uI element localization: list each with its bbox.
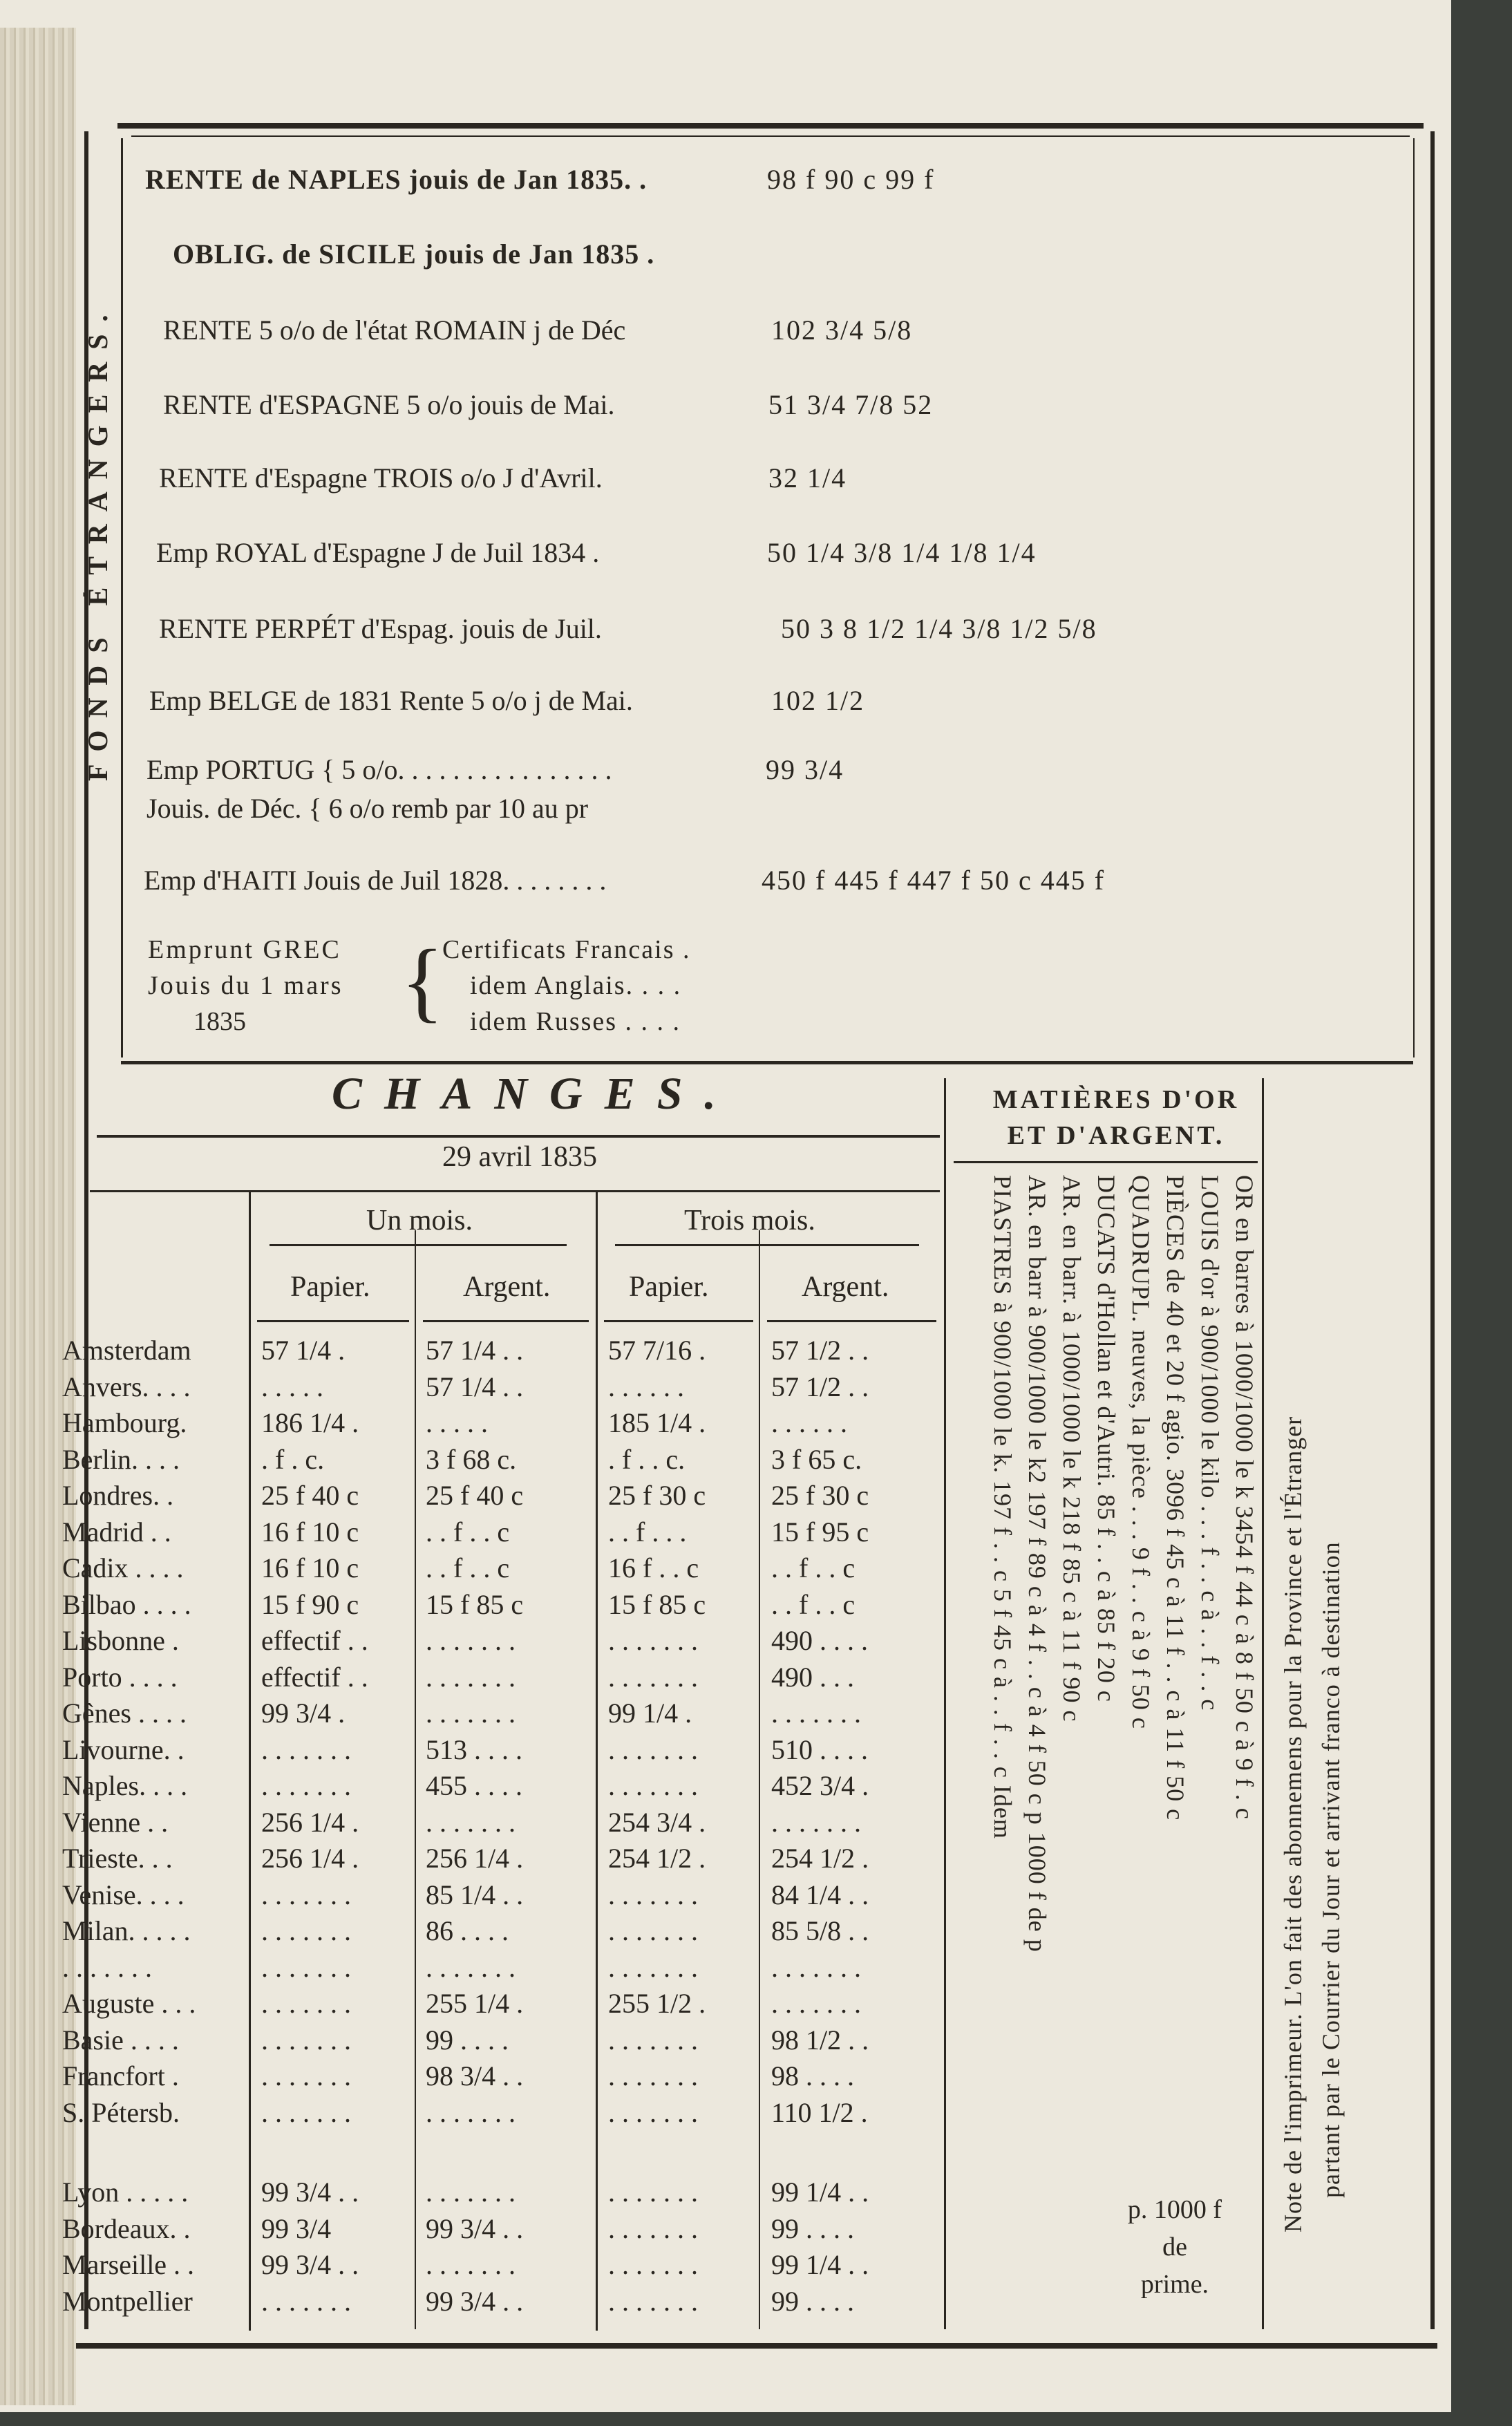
change-cell: 25 f 30 c (771, 1480, 869, 1511)
change-cell: . . . . . . . (608, 2096, 698, 2128)
change-cell: . . . . . . . (426, 1698, 516, 1729)
change-cell: . . . . . . . (608, 2060, 698, 2091)
date-rule (90, 1190, 940, 1192)
change-cell: . . . . . (261, 1371, 323, 1402)
fonds-name: Emp BELGE de 1831 Rente 5 o/o j de Mai. (149, 685, 633, 716)
change-cell: . . . . . . . (608, 1733, 698, 1765)
matieres-line: DUCATS d'Hollan et d'Autri. 85 f . . c à 85 f 20 c (1093, 1175, 1120, 1702)
matieres-line: LOUIS d'or à 900/1000 le kilo . . . f . . c à . . f . . c (1196, 1175, 1224, 1711)
change-city: Bordeaux. . (62, 2212, 191, 2244)
change-cell: . . f . . . (608, 1516, 687, 1548)
change-cell: 99 . . . . (771, 2212, 854, 2244)
change-cell: 84 1/4 . . (771, 1879, 869, 1910)
change-cell: 99 1/4 . . (771, 2176, 869, 2208)
change-city: Naples. . . . (62, 1770, 188, 1801)
right-rule-inner (1413, 138, 1415, 1057)
change-cell: . . . . . . . (426, 1806, 516, 1838)
change-city: Livourne. . (62, 1733, 185, 1765)
change-cell: 99 . . . . (426, 2024, 509, 2056)
grec-left2: Jouis du 1 mars (148, 971, 343, 1000)
prime-note (1099, 2191, 1251, 2303)
change-cell: 255 1/2 . (608, 1988, 706, 2019)
fonds-name: OBLIG. de SICILE jouis de Jan 1835 . (173, 238, 655, 270)
change-cell: . . . . . . (608, 1371, 684, 1402)
change-cell: 254 3/4 . (608, 1806, 706, 1838)
change-cell: 513 . . . . (426, 1733, 522, 1765)
trois-mois-header: Trois mois. (684, 1205, 815, 1236)
change-cell: 15 f 85 c (426, 1588, 524, 1620)
change-cell: 57 1/4 . . (426, 1371, 524, 1402)
change-cell: . . . . . . . (426, 2249, 516, 2280)
matieres-title-line2: ET D'ARGENT. (1007, 1121, 1225, 1150)
bottom-rule (76, 2343, 1437, 2349)
change-cell: . . . . . . . (608, 2176, 698, 2208)
matieres-title (974, 1082, 1258, 1154)
change-city: Anvers. . . . (62, 1371, 191, 1402)
change-cell: 452 3/4 . (771, 1770, 869, 1801)
change-cell: . . f . . c (771, 1552, 856, 1583)
change-cell: 186 1/4 . (261, 1407, 359, 1438)
change-cell: 85 5/8 . . (771, 1915, 869, 1946)
change-cell: . . . . . . . (426, 1951, 516, 1983)
change-cell: 185 1/4 . (608, 1407, 706, 1438)
change-cell: . . . . . (426, 1407, 488, 1438)
change-cell: . . . . . . . (771, 1806, 861, 1838)
argent-header-2: Argent. (802, 1271, 889, 1303)
change-cell: 99 3/4 . . (426, 2212, 524, 2244)
change-city: . . . . . . . (62, 1951, 152, 1983)
change-cell: 3 f 68 c. (426, 1443, 517, 1475)
change-cell: 15 f 95 c (771, 1516, 869, 1548)
grec-left3: 1835 (193, 1007, 246, 1036)
change-city: Porto . . . . (62, 1661, 178, 1693)
change-cell: 99 3/4 (261, 2212, 332, 2244)
changes-title: CHANGES. (332, 1069, 738, 1119)
trois-mois-rule (615, 1244, 919, 1246)
change-cell: . . . . . . . (261, 2060, 351, 2091)
change-cell: . . . . . . . (261, 1988, 351, 2019)
change-cell: . . . . . . . (771, 1698, 861, 1729)
change-cell: 490 . . . (771, 1661, 854, 1693)
fonds-name: RENTE de NAPLES jouis de Jan 1835. . (145, 164, 648, 195)
col-divider-2 (415, 1230, 416, 2329)
fonds-value: 50 1/4 3/8 1/4 1/8 1/4 (767, 537, 1037, 568)
change-cell: 57 1/4 . (261, 1335, 346, 1366)
changes-title-rule (97, 1135, 940, 1138)
change-cell: 254 1/2 . (608, 1843, 706, 1874)
change-cell: 455 . . . . (426, 1770, 522, 1801)
change-cell: 16 f 10 c (261, 1516, 359, 1548)
change-cell: 57 7/16 . (608, 1335, 706, 1366)
change-cell: . . . . . . . (608, 1625, 698, 1656)
change-city: Vienne . . (62, 1806, 169, 1838)
fonds-name: RENTE 5 o/o de l'état ROMAIN j de Déc (163, 314, 626, 346)
matieres-line: PIASTRES à 900/1000 le k. 197 f . . c 5 f 45 c à . . f . . c Idem (989, 1175, 1017, 1839)
change-cell: 490 . . . . (771, 1625, 868, 1656)
left-rule-inner (121, 138, 123, 1057)
matieres-line: OR en barres à 1000/1000 le k 3454 f 44 c à 8 f 50 c à 9 f . c (1231, 1175, 1258, 1820)
change-city: Venise. . . . (62, 1879, 185, 1910)
change-city: Montpellier (62, 2285, 193, 2317)
change-cell: . . . . . . . (261, 2285, 351, 2317)
grec-right1: Certificats Francais . (442, 935, 691, 964)
change-cell: . . . . . . . (426, 1661, 516, 1693)
change-cell: 99 1/4 . . (771, 2249, 869, 2280)
grec-right2: idem Anglais. . . . (470, 971, 682, 1000)
right-rule (1430, 131, 1435, 2329)
grec-brace: { (401, 932, 444, 1031)
change-cell: . f . c. (261, 1443, 325, 1475)
change-cell: . . . . . . . (261, 1951, 351, 1983)
change-city: Madrid . . (62, 1516, 171, 1548)
change-cell: effectif . . (261, 1661, 368, 1693)
header-bottom-rule-1 (257, 1320, 409, 1322)
argent-header-1: Argent. (463, 1271, 551, 1303)
header-bottom-rule-4 (767, 1320, 936, 1322)
change-cell: 25 f 40 c (426, 1480, 524, 1511)
change-cell: 16 f 10 c (261, 1552, 359, 1583)
change-cell: . . . . . . . (771, 1951, 861, 1983)
change-cell: . . . . . . . (426, 1625, 516, 1656)
change-cell: 99 3/4 . (261, 1698, 346, 1729)
change-cell: 15 f 90 c (261, 1588, 359, 1620)
change-city: Lyon . . . . . (62, 2176, 189, 2208)
change-cell: 25 f 30 c (608, 1480, 706, 1511)
fonds-name: Emp d'HAITI Jouis de Juil 1828. . . . . . . . (144, 865, 607, 896)
change-cell: . . . . . . . (261, 1733, 351, 1765)
matieres-divider (944, 1078, 946, 2329)
papier-header-2: Papier. (629, 1271, 709, 1303)
fonds-value: 450 f 445 f 447 f 50 c 445 f (762, 865, 1106, 896)
matieres-line: AR. en barr à 900/1000 le k2 197 f 89 c à 4 f . . c à 4 f 50 c p 1000 f de p (1023, 1175, 1051, 1953)
fonds-value: 50 3 8 1/2 1/4 3/8 1/2 5/8 (781, 613, 1097, 644)
prime-line1: p. 1000 f (1127, 2195, 1222, 2224)
un-mois-header: Un mois. (366, 1205, 473, 1236)
change-cell: . . f . . c (426, 1516, 510, 1548)
change-cell: . . . . . . . (261, 1770, 351, 1801)
fonds-value: 99 3/4 (766, 754, 844, 785)
grec-right3: idem Russes . . . . (470, 1007, 681, 1036)
matieres-line: QUADRUPL. neuves, la pièce . . . 9 f . . c à 9 f 50 c (1127, 1175, 1155, 1729)
side-note-line1: Note de l'imprimeur. L'on fait des abonnemens pour la Province et l'Étranger (1279, 1416, 1307, 2232)
col-divider-1 (249, 1190, 251, 2331)
change-cell: 510 . . . . (771, 1733, 868, 1765)
prime-line2: de (1162, 2232, 1187, 2262)
change-cell: . . . . . . . (261, 1879, 351, 1910)
change-cell: 99 . . . . (771, 2285, 854, 2317)
change-cell: 256 1/4 . (261, 1806, 359, 1838)
changes-date: 29 avril 1835 (442, 1141, 597, 1173)
change-cell: . . . . . . . (608, 1770, 698, 1801)
side-note-divider (1262, 1078, 1264, 2329)
change-cell: 25 f 40 c (261, 1480, 359, 1511)
fonds-value: 102 3/4 5/8 (771, 314, 913, 346)
change-cell: 99 3/4 . . (426, 2285, 524, 2317)
change-city: Gênes . . . . (62, 1698, 187, 1729)
side-note-line2: partant par le Courrier du Jour et arrivant franco à destination (1317, 1541, 1345, 2198)
header-bottom-rule-3 (604, 1320, 753, 1322)
change-city: Lisbonne . (62, 1625, 179, 1656)
change-city: Milan. . . . . (62, 1915, 191, 1946)
change-cell: 256 1/4 . (426, 1843, 524, 1874)
change-cell: . . . . . . (771, 1407, 847, 1438)
change-cell: . . . . . . . (608, 1915, 698, 1946)
change-cell: . . . . . . . (426, 2176, 516, 2208)
change-cell: 98 3/4 . . (426, 2060, 524, 2091)
change-cell: 57 1/2 . . (771, 1371, 869, 1402)
change-city: Auguste . . . (62, 1988, 196, 2019)
prime-line3: prime. (1140, 2270, 1209, 2299)
change-city: Berlin. . . . (62, 1443, 180, 1475)
change-city: S. Pétersb. (62, 2096, 180, 2128)
change-cell: . . . . . . . (608, 2024, 698, 2056)
fonds-name: RENTE PERPÉT d'Espag. jouis de Juil. (159, 613, 602, 644)
col-divider-3 (596, 1190, 598, 2331)
fonds-name: RENTE d'Espagne TROIS o/o J d'Avril. (159, 462, 603, 493)
fonds-value: 98 f 90 c 99 f (767, 164, 935, 195)
change-cell: 98 . . . . (771, 2060, 854, 2091)
top-rule (117, 123, 1424, 129)
change-cell: 57 1/4 . . (426, 1335, 524, 1366)
change-cell: 98 1/2 . . (771, 2024, 869, 2056)
change-cell: . . . . . . . (261, 2096, 351, 2128)
change-city: Bilbao . . . . (62, 1588, 191, 1620)
change-city: Trieste. . . (62, 1843, 173, 1874)
change-cell: 15 f 85 c (608, 1588, 706, 1620)
header-bottom-rule-2 (423, 1320, 589, 1322)
top-rule-thin (131, 135, 1410, 137)
fonds-value: 32 1/4 (768, 462, 847, 493)
change-city: Londres. . (62, 1480, 174, 1511)
change-cell: . . . . . . . (426, 2096, 516, 2128)
change-cell: . . . . . . . (608, 1951, 698, 1983)
change-cell: 99 3/4 . . (261, 2249, 359, 2280)
change-city: Amsterdam (62, 1335, 191, 1366)
fonds-section-title: FONDS ÉTRANGERS. (82, 302, 113, 781)
change-cell: . . . . . . . (608, 1661, 698, 1693)
change-cell: . . . . . . . (608, 2285, 698, 2317)
change-cell: . . . . . . . (608, 1879, 698, 1910)
matieres-line: PIÈCES de 40 et 20 f agio. 3096 f 45 c à 11 f . . c à 11 f 50 c (1162, 1175, 1189, 1821)
fonds-name: Jouis. de Déc. { 6 o/o remb par 10 au pr (147, 793, 589, 824)
col-divider-4 (759, 1230, 760, 2329)
change-cell: effectif . . (261, 1625, 368, 1656)
papier-header-1: Papier. (290, 1271, 370, 1303)
change-cell: . . . . . . . (771, 1988, 861, 2019)
change-cell: . . . . . . . (608, 2212, 698, 2244)
change-city: Hambourg. (62, 1407, 187, 1438)
change-cell: 255 1/4 . (426, 1988, 524, 2019)
fonds-name: Emp PORTUG { 5 o/o. . . . . . . . . . . . . . . . (147, 754, 612, 785)
matieres-line: AR. en barr. à 1000/1000 le k 218 f 85 c à 11 f 90 c (1058, 1175, 1086, 1722)
change-city: Marseille . . (62, 2249, 195, 2280)
fonds-name: Emp ROYAL d'Espagne J de Juil 1834 . (156, 537, 600, 568)
change-cell: . . . . . . . (261, 1915, 351, 1946)
change-cell: 16 f . . c (608, 1552, 699, 1583)
change-cell: . f . . c. (608, 1443, 686, 1475)
fonds-value: 102 1/2 (771, 685, 865, 716)
fonds-name: RENTE d'ESPAGNE 5 o/o jouis de Mai. (163, 389, 615, 420)
change-cell: . . f . . c (771, 1588, 856, 1620)
fonds-bottom-rule (121, 1061, 1413, 1064)
change-cell: . . . . . . . (261, 2024, 351, 2056)
change-cell: 254 1/2 . (771, 1843, 869, 1874)
matieres-title-rule (954, 1161, 1258, 1163)
change-city: Basie . . . . (62, 2024, 179, 2056)
matieres-title-line1: MATIÈRES D'OR (992, 1085, 1240, 1114)
change-cell: 3 f 65 c. (771, 1443, 862, 1475)
change-city: Francfort . (62, 2060, 179, 2091)
change-cell: 110 1/2 . (771, 2096, 868, 2128)
change-cell: 85 1/4 . . (426, 1879, 524, 1910)
change-cell: 99 3/4 . . (261, 2176, 359, 2208)
change-cell: . . f . . c (426, 1552, 510, 1583)
change-cell: . . . . . . . (608, 2249, 698, 2280)
change-cell: 86 . . . . (426, 1915, 509, 1946)
change-city: Cadix . . . . (62, 1552, 184, 1583)
change-cell: 99 1/4 . (608, 1698, 692, 1729)
change-cell: 256 1/4 . (261, 1843, 359, 1874)
grec-left1: Emprunt GREC (148, 935, 341, 964)
un-mois-rule (270, 1244, 567, 1246)
fonds-value: 51 3/4 7/8 52 (768, 389, 934, 420)
change-cell: 57 1/2 . . (771, 1335, 869, 1366)
